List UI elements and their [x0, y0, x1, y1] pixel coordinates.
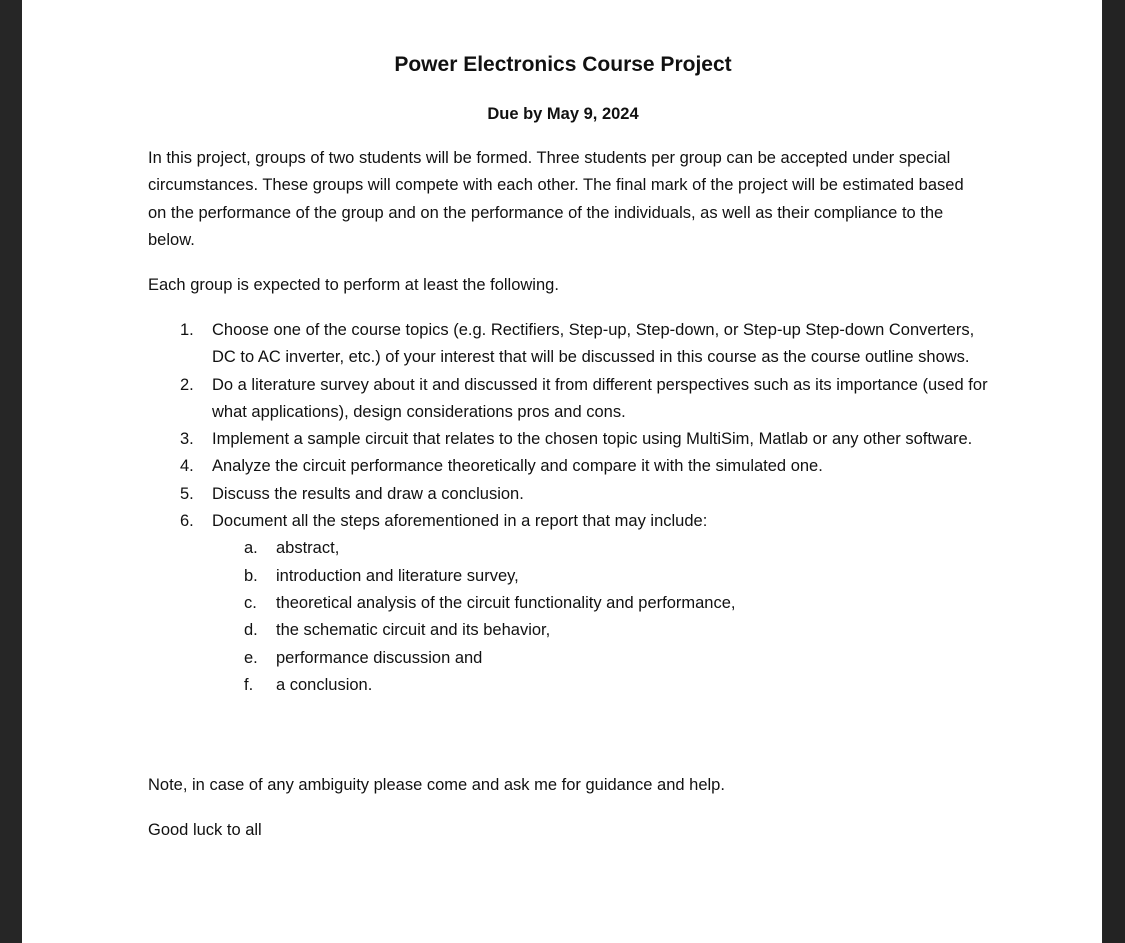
report-items-list — [212, 535, 988, 699]
steps-list — [148, 317, 988, 699]
list-item-text: Do a literature survey about it and discussed it from different perspectives such as its importance (used for what applications), design considerations pros and cons. — [212, 375, 988, 421]
viewer-side-edge — [1103, 0, 1125, 943]
list-item-number: 2. — [180, 375, 194, 394]
list-item-number: 4. — [180, 457, 194, 476]
list-item-number: 3. — [180, 430, 194, 449]
list-item-text: Discuss the results and draw a conclusion. — [212, 484, 524, 503]
sub-list-item-letter: b. — [244, 566, 258, 585]
list-item — [148, 317, 988, 372]
sub-list-item-text: the schematic circuit and its behavior, — [276, 621, 551, 640]
sub-list-item — [212, 563, 988, 590]
lead-paragraph: Each group is expected to perform at least the following. — [148, 276, 559, 294]
sub-list-item-text: a conclusion. — [276, 675, 373, 694]
list-item-number: 5. — [180, 484, 194, 503]
list-item — [148, 372, 988, 427]
list-item — [148, 453, 988, 480]
list-item — [148, 508, 988, 699]
document-page — [22, 0, 1102, 943]
note-paragraph: Note, in case of any ambiguity please come and ask me for guidance and help. — [148, 776, 725, 794]
sub-list-item-letter: c. — [244, 593, 257, 612]
document-title: Power Electronics Course Project — [394, 53, 732, 76]
list-item — [148, 481, 988, 508]
sub-list-item — [212, 535, 988, 562]
sub-list-item — [212, 645, 988, 672]
list-item-text: Analyze the circuit performance theoretically and compare it with the simulated one. — [212, 457, 823, 476]
list-item-number: 1. — [180, 321, 194, 339]
list-item-number: 6. — [180, 512, 194, 531]
sub-list-item — [212, 590, 988, 617]
sub-list-item — [212, 672, 988, 699]
sub-list-item-text: performance discussion and — [276, 648, 483, 667]
sub-list-item-text: abstract, — [276, 539, 340, 558]
intro-paragraph: In this project, groups of two students will be formed. Three students per group can be accepted under special circumstances. These groups will compete with each other. The final mark of the project will be estimated based on the performance of the group and on the performance of the individuals, as well as their compliance to the below. — [148, 149, 964, 249]
list-item-text: Implement a sample circuit that relates to the chosen topic using MultiSim, Matlab or any other software. — [212, 430, 973, 449]
sub-list-item-text: theoretical analysis of the circuit functionality and performance, — [276, 593, 736, 612]
sub-list-item-letter: f. — [244, 675, 254, 694]
due-date: Due by May 9, 2024 — [487, 105, 639, 123]
sub-list-item-letter: a. — [244, 539, 258, 558]
sub-list-item-letter: e. — [244, 648, 258, 667]
list-item-text: Choose one of the course topics (e.g. Rectifiers, Step-up, Step-down, or Step-up Step-down Converters, DC to AC inverter, etc.) of your interest that will be discussed in this course as the course outline shows. — [212, 321, 975, 367]
list-item-text: Document all the steps aforementioned in a report that may include: — [212, 512, 708, 531]
closing-line: Good luck to all — [148, 821, 262, 839]
sub-list-item-letter: d. — [244, 621, 258, 640]
sub-list-item-text: introduction and literature survey, — [276, 566, 519, 585]
list-item — [148, 426, 988, 453]
sub-list-item — [212, 617, 988, 644]
